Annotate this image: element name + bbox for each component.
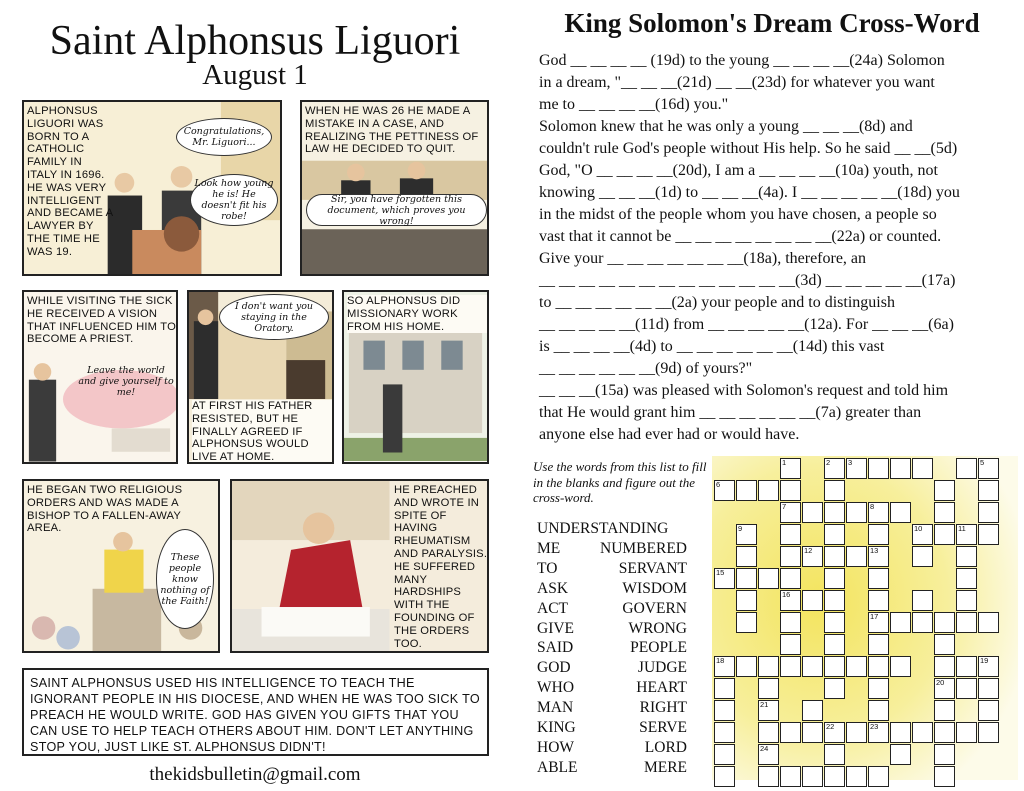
- word: PEOPLE: [630, 639, 687, 657]
- crossword-cell[interactable]: [824, 458, 845, 479]
- word: TO: [537, 559, 558, 577]
- word: ASK: [537, 579, 569, 597]
- crossword-cell[interactable]: [868, 722, 889, 743]
- crossword-cell[interactable]: [956, 722, 977, 743]
- panel-2-caption: WHEN HE WAS 26 HE MADE A MISTAKE IN A CASE, AND REALIZING THE PETTINESS OF LAW HE DECIDED TO QUIT.: [305, 105, 479, 156]
- clue-number: 6: [716, 480, 721, 489]
- word: ABLE: [537, 758, 578, 776]
- crossword-cell[interactable]: [802, 656, 823, 677]
- crossword-cell[interactable]: [736, 524, 757, 545]
- crossword-cell[interactable]: [890, 502, 911, 523]
- crossword-cell[interactable]: [824, 656, 845, 677]
- comic-panel-1: [22, 100, 282, 276]
- crossword-cell[interactable]: [934, 766, 955, 787]
- crossword-cell[interactable]: [934, 678, 955, 699]
- crossword-cell[interactable]: [868, 546, 889, 567]
- word: JUDGE: [637, 659, 687, 677]
- clue-number: 1: [782, 458, 787, 467]
- crossword-cell[interactable]: [890, 722, 911, 743]
- crossword-cell[interactable]: [714, 480, 735, 501]
- closing-message: SAINT ALPHONSUS USED HIS INTELLIGENCE TO TEACH THE IGNORANT PEOPLE IN HIS DIOCESE, AND WHEN HE WAS TOO SICK TO PREACH HE WOULD WRITE. GOD HAS GIVEN YOU GIFTS THAT YOU CAN USE TO HELP TEACH OTHERS ABOUT HIM. DON'T LET ANYTHING STOP YOU, JUST LIKE ST. ALPHONSUS DIDN'T!: [22, 668, 489, 756]
- crossword-cells: [712, 456, 1018, 780]
- panel-1-speech-bubble-1: Congratulations, Mr. Liguori...: [176, 118, 272, 156]
- story-line: in a dream, "__ __ __(21d) __ __(23d) for whatever you want: [539, 74, 935, 91]
- crossword-grid: [712, 456, 1018, 780]
- crossword-cell[interactable]: [780, 546, 801, 567]
- crossword-cell[interactable]: [868, 568, 889, 589]
- crossword-cell[interactable]: [714, 700, 735, 721]
- crossword-cell[interactable]: [846, 502, 867, 523]
- crossword-cell[interactable]: [868, 458, 889, 479]
- crossword-cell[interactable]: [912, 546, 933, 567]
- crossword-cell[interactable]: [934, 700, 955, 721]
- word: HOW: [537, 738, 575, 756]
- panel-5-caption: SO ALPHONSUS DID MISSIONARY WORK FROM HIS HOME.: [347, 295, 487, 333]
- word-list-row: [537, 599, 687, 619]
- word: LORD: [644, 738, 687, 756]
- crossword-cell[interactable]: [714, 656, 735, 677]
- crossword-cell[interactable]: [758, 656, 779, 677]
- comic-panel-7: [230, 479, 489, 653]
- word-list-row: [537, 678, 687, 698]
- crossword-cell[interactable]: [868, 502, 889, 523]
- clue-number: 15: [716, 568, 725, 577]
- crossword-cell[interactable]: [758, 722, 779, 743]
- story-line: __ __ __(15a) was pleased with Solomon's request and told him: [539, 382, 949, 399]
- crossword-cell[interactable]: [868, 766, 889, 787]
- crossword-cell[interactable]: [868, 612, 889, 633]
- crossword-cell[interactable]: [780, 502, 801, 523]
- crossword-cell[interactable]: [956, 656, 977, 677]
- crossword-cell[interactable]: [780, 766, 801, 787]
- crossword-cell[interactable]: [780, 612, 801, 633]
- crossword-cell[interactable]: [824, 678, 845, 699]
- crossword-cell[interactable]: [736, 612, 757, 633]
- word: SERVANT: [618, 559, 687, 577]
- story-line: Solomon knew that he was only a young __ __ __(8d) and: [539, 118, 913, 135]
- crossword-cell[interactable]: [978, 678, 999, 699]
- panel-1-caption: ALPHONSUS LIGUORI WAS BORN TO A CATHOLIC FAMILY IN ITALY IN 1696. HE WAS VERY INTELLIGENT AND BECAME A LAWYER BY THE TIME HE WAS 19.: [27, 105, 113, 258]
- crossword-cell[interactable]: [736, 590, 757, 611]
- word: WISDOM: [622, 579, 687, 597]
- crossword-cell[interactable]: [956, 524, 977, 545]
- crossword-cell[interactable]: [978, 502, 999, 523]
- crossword-cell[interactable]: [912, 612, 933, 633]
- crossword-cell[interactable]: [758, 568, 779, 589]
- word-list: [537, 519, 687, 778]
- crossword-cell[interactable]: [912, 722, 933, 743]
- crossword-cell[interactable]: [978, 656, 999, 677]
- story-line: knowing __ __ __(1d) to __ __ __(4a). I __ __ __ __ __(18d) you: [539, 184, 960, 201]
- crossword-cell[interactable]: [868, 590, 889, 611]
- crossword-cell[interactable]: [868, 700, 889, 721]
- crossword-cell[interactable]: [956, 590, 977, 611]
- word: MERE: [643, 758, 687, 776]
- word: UNDERSTANDING: [537, 520, 669, 537]
- panel-7-caption: HE PREACHED AND WROTE IN SPITE OF HAVING RHEUMATISM AND PARALYSIS. HE SUFFERED MANY HARDSHIPS WITH THE FOUNDING OF THE ORDERS TOO.: [394, 484, 488, 650]
- panel-2-speech-bubble: Sir, you have forgotten this document, which proves you wrong!: [306, 194, 487, 226]
- crossword-cell[interactable]: [978, 722, 999, 743]
- word: WRONG: [628, 619, 687, 637]
- story-line: me to __ __ __ __(16d) you.": [539, 96, 729, 113]
- word: GIVE: [537, 619, 575, 637]
- comic-panel-2: [300, 100, 489, 276]
- panel-3-speech-bubble: Leave the world and give yourself to me!: [78, 364, 174, 398]
- crossword-cell[interactable]: [758, 744, 779, 765]
- word: WHO: [537, 679, 575, 697]
- crossword-cell[interactable]: [956, 458, 977, 479]
- panel-1-speech-bubble-2: Look how young he is! He doesn't fit his robe!: [190, 174, 278, 226]
- clue-number: 16: [782, 590, 791, 599]
- crossword-cell[interactable]: [956, 612, 977, 633]
- clue-number: 22: [826, 722, 835, 731]
- crossword-cell[interactable]: [780, 722, 801, 743]
- crossword-cell[interactable]: [780, 656, 801, 677]
- crossword-cell[interactable]: [714, 766, 735, 787]
- word: ACT: [537, 599, 568, 617]
- story-line: couldn't rule God's people without His help. So he said __ __(5d): [539, 140, 958, 157]
- word-list-row: [537, 638, 687, 658]
- word: MAN: [537, 699, 574, 717]
- crossword-cell[interactable]: [912, 590, 933, 611]
- word: HEART: [636, 679, 687, 697]
- crossword-cell[interactable]: [780, 590, 801, 611]
- word-list-row: [537, 519, 687, 539]
- crossword-cell[interactable]: [934, 744, 955, 765]
- crossword-cell[interactable]: [890, 656, 911, 677]
- crossword-cell[interactable]: [824, 568, 845, 589]
- crossword-cell[interactable]: [978, 700, 999, 721]
- crossword-cell[interactable]: [890, 458, 911, 479]
- story-line: __ __ __ __ __(11d) from __ __ __ __ __(12a). For __ __ __(6a): [539, 316, 954, 333]
- crossword-cell[interactable]: [824, 480, 845, 501]
- word: NUMBERED: [600, 539, 687, 557]
- crossword-cell[interactable]: [890, 744, 911, 765]
- word: SAID: [537, 639, 574, 657]
- clue-number: 7: [782, 502, 787, 511]
- crossword-cell[interactable]: [868, 678, 889, 699]
- word: SERVE: [639, 719, 687, 737]
- crossword-cell[interactable]: [802, 502, 823, 523]
- crossword-cell[interactable]: [802, 722, 823, 743]
- clue-number: 9: [738, 524, 743, 533]
- crossword-cell[interactable]: [978, 480, 999, 501]
- word-list-row: [537, 738, 687, 758]
- story-line: Give your __ __ __ __ __ __ __(18a), therefore, an: [539, 250, 867, 267]
- clue-number: 21: [760, 700, 769, 709]
- story-line: God __ __ __ __ (19d) to the young __ __ __ __(24a) Solomon: [539, 52, 945, 69]
- contact-email[interactable]: thekidsbulletin@gmail.com: [149, 764, 361, 785]
- crossword-cell[interactable]: [780, 568, 801, 589]
- crossword-cell[interactable]: [868, 524, 889, 545]
- crossword-cell[interactable]: [868, 656, 889, 677]
- crossword-cell[interactable]: [736, 546, 757, 567]
- crossword-cell[interactable]: [758, 480, 779, 501]
- clue-number: 5: [980, 458, 985, 467]
- crossword-title: King Solomon's Dream Cross-Word: [564, 8, 980, 38]
- word: GOD: [537, 659, 571, 677]
- crossword-cell[interactable]: [824, 766, 845, 787]
- word-list-row: [537, 619, 687, 639]
- crossword-cell[interactable]: [824, 546, 845, 567]
- crossword-cell[interactable]: [934, 656, 955, 677]
- crossword-cell[interactable]: [780, 634, 801, 655]
- word: ME: [537, 539, 561, 557]
- crossword-cell[interactable]: [934, 722, 955, 743]
- word-list-row: [537, 718, 687, 738]
- crossword-cell[interactable]: [714, 744, 735, 765]
- crossword-cell[interactable]: [912, 458, 933, 479]
- word-list-row: [537, 698, 687, 718]
- crossword-cell[interactable]: [714, 678, 735, 699]
- panel-6-caption: HE BEGAN TWO RELIGIOUS ORDERS AND WAS MADE A BISHOP TO A FALLEN-AWAY AREA.: [27, 484, 183, 535]
- crossword-cell[interactable]: [890, 612, 911, 633]
- crossword-cell[interactable]: [846, 766, 867, 787]
- clue-number: 3: [848, 458, 853, 467]
- crossword-cell[interactable]: [736, 480, 757, 501]
- crossword-cell[interactable]: [780, 480, 801, 501]
- story-line: is __ __ __ __(4d) to __ __ __ __ __ __(14d) this vast: [539, 338, 885, 355]
- crossword-cell[interactable]: [956, 568, 977, 589]
- crossword-cell[interactable]: [846, 722, 867, 743]
- page-title: Saint Alphonsus Liguori: [49, 18, 461, 64]
- panel-6-speech-bubble: These people know nothing of the Faith!: [156, 529, 214, 629]
- crossword-cell[interactable]: [824, 722, 845, 743]
- clue-number: 8: [870, 502, 875, 511]
- crossword-cell[interactable]: [824, 612, 845, 633]
- feast-date: August 1: [202, 59, 308, 91]
- crossword-cell[interactable]: [736, 568, 757, 589]
- crossword-cell[interactable]: [846, 656, 867, 677]
- comic-panel-4: [187, 290, 334, 464]
- story-line: __ __ __ __ __ __ __ __ __ __ __ __ __(3d) __ __ __ __ __(17a): [539, 272, 956, 289]
- crossword-cell[interactable]: [978, 612, 999, 633]
- story-line: __ __ __ __ __ __(9d) of yours?": [539, 360, 753, 377]
- word-list-row: [537, 758, 687, 778]
- panel-4-speech-bubble: I don't want you staying in the Oratory.: [219, 294, 329, 340]
- clue-number: 23: [870, 722, 879, 731]
- crossword-cell[interactable]: [802, 700, 823, 721]
- story-line: in the midst of the people whom you have chosen, a people so: [539, 206, 937, 223]
- crossword-cell[interactable]: [780, 458, 801, 479]
- word: RIGHT: [639, 699, 687, 717]
- crossword-cell[interactable]: [736, 656, 757, 677]
- comic-panel-5: [342, 290, 489, 464]
- word-list-row: [537, 579, 687, 599]
- crossword-cell[interactable]: [934, 524, 955, 545]
- crossword-cell[interactable]: [824, 590, 845, 611]
- crossword-cell[interactable]: [934, 480, 955, 501]
- crossword-cell[interactable]: [912, 524, 933, 545]
- crossword-cell[interactable]: [846, 546, 867, 567]
- crossword-cell[interactable]: [846, 458, 867, 479]
- crossword-cell[interactable]: [824, 744, 845, 765]
- word: GOVERN: [622, 599, 687, 617]
- crossword-cell[interactable]: [802, 546, 823, 567]
- crossword-cell[interactable]: [714, 568, 735, 589]
- crossword-instructions: Use the words from this list to fill in the blanks and figure out the cross-word.: [533, 459, 707, 505]
- crossword-cell[interactable]: [802, 590, 823, 611]
- word-list-row: [537, 658, 687, 678]
- crossword-cell[interactable]: [978, 458, 999, 479]
- clue-number: 12: [804, 546, 813, 555]
- crossword-cell[interactable]: [978, 524, 999, 545]
- clue-number: 20: [936, 678, 945, 687]
- clue-number: 18: [716, 656, 725, 665]
- story-line: God, "O __ __ __ __(20d), I am a __ __ __ __(10a) youth, not: [539, 162, 938, 179]
- word: KING: [537, 719, 576, 737]
- crossword-story: [539, 50, 1017, 446]
- story-line: vast that it cannot be __ __ __ __ __ __ __ __(22a) or counted.: [539, 228, 942, 245]
- crossword-cell[interactable]: [824, 502, 845, 523]
- crossword-cell[interactable]: [758, 700, 779, 721]
- clue-number: 2: [826, 458, 831, 467]
- clue-number: 24: [760, 744, 769, 753]
- panel-3-caption: WHILE VISITING THE SICK HE RECEIVED A VISION THAT INFLUENCED HIM TO BECOME A PRIEST.: [27, 295, 177, 346]
- crossword-cell[interactable]: [758, 766, 779, 787]
- crossword-cell[interactable]: [824, 634, 845, 655]
- clue-number: 17: [870, 612, 879, 621]
- crossword-cell[interactable]: [758, 678, 779, 699]
- clue-number: 13: [870, 546, 879, 555]
- crossword-cell[interactable]: [934, 634, 955, 655]
- story-line: to __ __ __ __ __ __(2a) your people and to distinguish: [539, 294, 895, 311]
- story-line: anyone else had ever had or would have.: [539, 426, 800, 443]
- crossword-cell[interactable]: [956, 546, 977, 567]
- crossword-cell[interactable]: [868, 634, 889, 655]
- panel-4-caption: AT FIRST HIS FATHER RESISTED, BUT HE FINALLY AGREED IF ALPHONSUS WOULD LIVE AT HOME.: [192, 400, 332, 464]
- story-line: that He would grant him __ __ __ __ __ __(7a) greater than: [539, 404, 922, 421]
- crossword-cell[interactable]: [714, 722, 735, 743]
- crossword-cell[interactable]: [824, 524, 845, 545]
- crossword-cell[interactable]: [934, 502, 955, 523]
- crossword-cell[interactable]: [956, 678, 977, 699]
- word-list-row: [537, 559, 687, 579]
- word-list-row: [537, 539, 687, 559]
- clue-number: 11: [958, 524, 966, 533]
- crossword-cell[interactable]: [802, 766, 823, 787]
- clue-number: 19: [980, 656, 989, 665]
- comic-panel-6: [22, 479, 220, 653]
- comic-panel-3: [22, 290, 178, 464]
- crossword-cell[interactable]: [934, 612, 955, 633]
- crossword-cell[interactable]: [780, 524, 801, 545]
- clue-number: 10: [914, 524, 923, 533]
